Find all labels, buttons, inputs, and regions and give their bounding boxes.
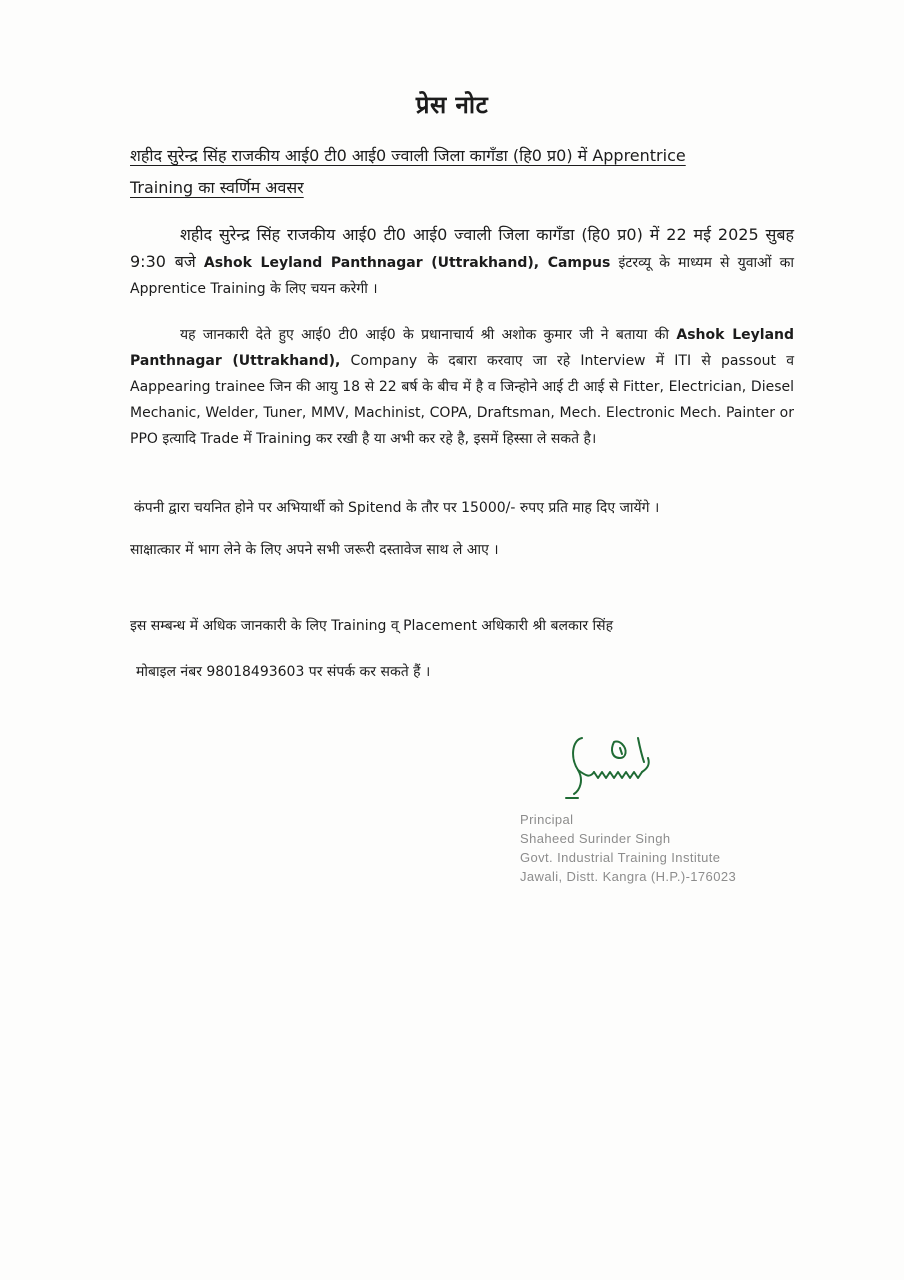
documents-line: साक्षात्कार में भाग लेने के लिए अपने सभी जरूरी दस्तावेज साथ ले आए । <box>130 542 499 558</box>
company-name: Ashok Leyland Panthnagar (Uttrakhand), Campus <box>203 255 611 271</box>
stipend-line: कंपनी द्वारा चयनित होने पर अभियार्थी को Spitend के तौर पर 15000/- रुपए प्रति माह दिए जायेंगे । <box>134 500 660 516</box>
stamp-line-1: Principal <box>520 812 574 827</box>
stamp-line-2: Shaheed Surinder Singh <box>520 831 671 846</box>
subject-line-1: शहीद सुरेन्द्र सिंह राजकीय आई0 टी0 आई0 ज्वाली जिला कागँडा (हि0 प्र0) में Apprentrice <box>130 146 686 165</box>
subject-heading <box>130 140 790 204</box>
contact-line-1: इस सम्बन्ध में अधिक जानकारी के लिए Training व् Placement अधिकारी श्री बलकार सिंह <box>130 618 614 634</box>
stamp-line-4: Jawali, Distt. Kangra (H.P.)-176023 <box>520 869 737 884</box>
paragraph-details <box>130 322 794 452</box>
company-name-2: Ashok Leyland Panthnagar (Uttrakhand), <box>130 327 795 369</box>
contact-line-2: मोबाइल नंबर 98018493603 पर संपर्क कर सकते हैं । <box>136 664 431 680</box>
details-rest: Company के दबारा करवाए जा रहे Interview में ITI से passout व Aappearing trainee जिन की आयु 18 से 22 बर्ष के बीच में है व जिन्होने आई टी आई से Fitter, Electrician, Diesel Mechanic, Welder, Tuner, MMV, Machinist, COPA, Draftsman, Mech. Electronic Mech. Painter or PPO इत्यादि Trade में Training कर रखी है या अभी कर रहे है, इसमें हिस्सा ले सकते है। <box>130 353 794 447</box>
signature-block <box>520 728 780 898</box>
page-title: प्रेस नोट <box>415 91 489 119</box>
paragraph-announcement <box>130 222 794 302</box>
signature-icon <box>564 728 684 808</box>
details-intro: यह जानकारी देते हुए आई0 टी0 आई0 के प्रधानाचार्य श्री अशोक कुमार जी ने बताया की <box>180 327 669 343</box>
stamp-line-3: Govt. Industrial Training Institute <box>520 850 721 865</box>
announcement-lead: शहीद सुरेन्द्र सिंह राजकीय आई0 टी0 आई0 ज्वाली जिला कागँडा (हि0 प्र0) में 22 मई 2025 सुबह 9:30 बजे <box>130 225 794 271</box>
principal-stamp <box>520 810 736 886</box>
announcement-rest: इंटरव्यू के माध्यम से युवाओं का Apprentice Training के लिए चयन करेगी । <box>130 255 794 297</box>
subject-line-2: Training का स्वर्णिम अवसर <box>130 178 304 197</box>
